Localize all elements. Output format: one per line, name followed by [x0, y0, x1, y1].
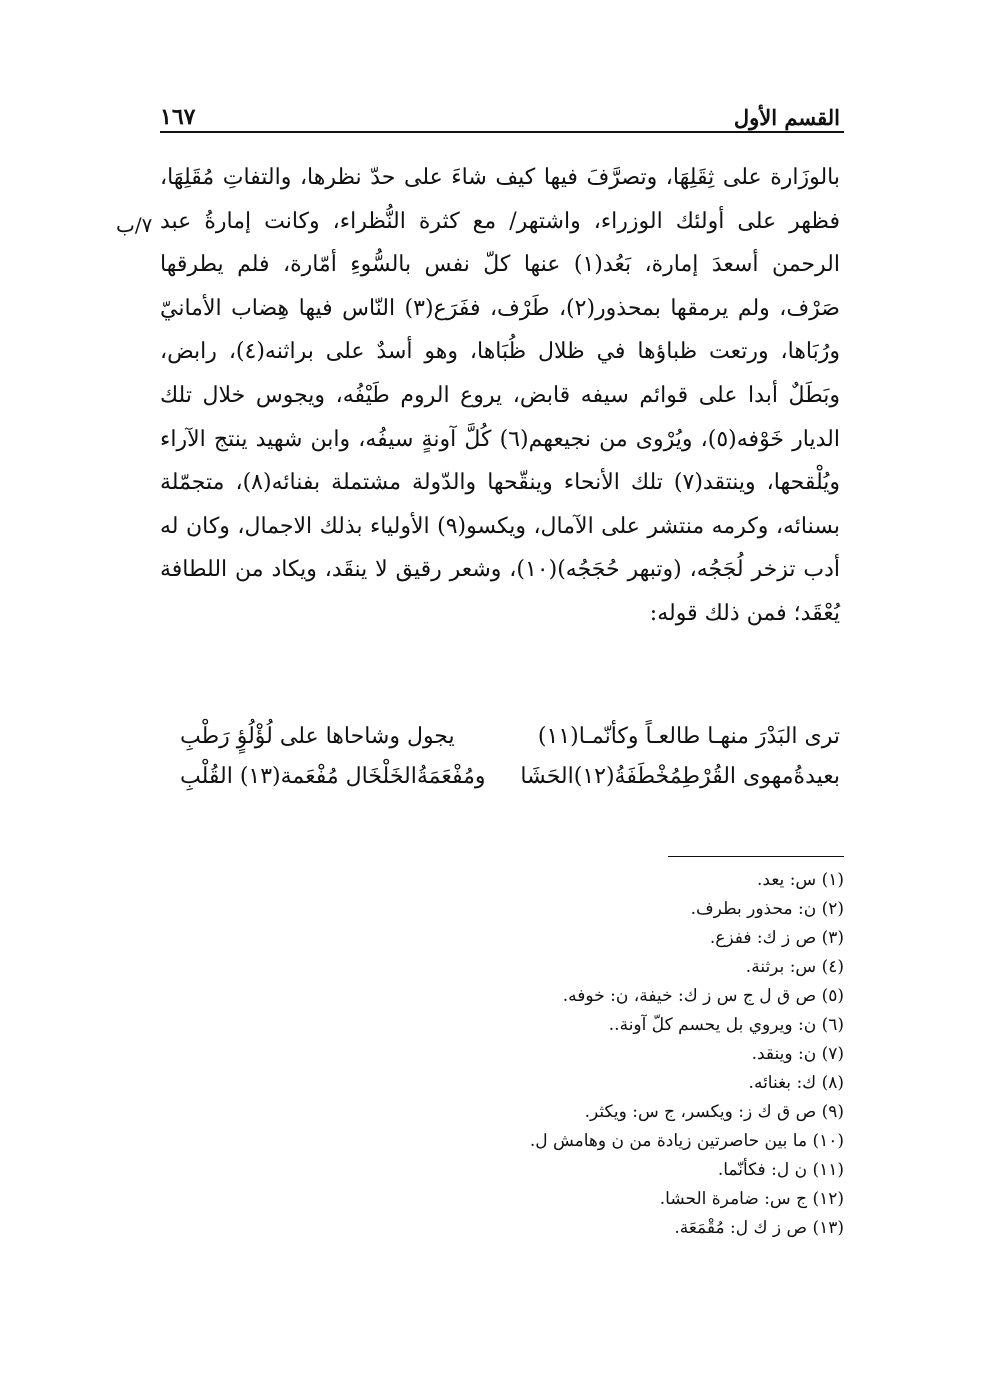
main-paragraph: بالوزَارة على ثِقَلِهَا، وتصرَّفَ فيها كيف شاءَ على حدّ نظرها، والتفاتِ مُقَلِهَا، فظهر على أولئك الوزراء، واشتهر/ مع كثرة النُّظراء، وكانت إمارةُ عبد الرحمن أسعدَ إمارة، بَعُد(١) عنها كلّ نفس بالسُّوءِ أمّارة، فلم يطرقها صَرْف، ولم يرمقها بمحذور(٢)، طَرْف، ففَرَع(٣) النّاس فيها هِضاب الأمانيّ ورُبَاها، ورتعت ظباؤها في ظلال ظُبَاها، وهو أسدٌ على براثنه(٤)، رابض، وبَطَلٌ أبدا على قوائم سيفه قابض، يروع الروم طَيْفُه، ويجوس خلال تلك الديار خَوْفه(٥)، ويُرْوى من نجيعهم(٦) كُلَّ آونةٍ سيفُه، وابن شهيد ينتج الآراء ويُلْقحها، وينتقد(٧) تلك الأنحاء وينقّحها والدّولة مشتملة بفنائه(٨)، متجمّلة بسنائه، وكرمه منتشر على الآمال، ويكسو(٩) الأولياء بذلك الاجمال، وكان له أدب تزخر لُجَجُه، (وتبهر حُجَجُه)(١٠)، وشعر رقيق لا ينقَد، ويكاد من اللطافة يُعْقَد؛ فمن ذلك قوله: — [160, 165, 841, 626]
poem-verse — [180, 717, 840, 757]
main-text — [160, 156, 840, 636]
footnote: (٣) ص ز ك: ففزع. — [709, 928, 844, 948]
margin-folio-reference: ٧/ب — [116, 213, 153, 237]
footnote: (٧) ن: وينقد. — [751, 1044, 844, 1064]
verse-second-hemistich: يجول وشاحاها على لُؤْلُؤٍ رَطْبِ — [180, 724, 455, 749]
footnote: (٨) ك: بغنائه. — [748, 1073, 844, 1093]
footnotes — [144, 866, 844, 1243]
footnote: (٩) ص ق ك ز: ويكسر، ج س: ويكثر. — [584, 1102, 844, 1122]
page-header — [160, 90, 840, 130]
header-rule — [160, 131, 844, 133]
footnote: (٦) ن: ويروي بل يحسم كلّ آونة.. — [608, 1015, 844, 1035]
footnote: (١٠) ما بين حاصرتين زيادة من ن وهامش ل. — [529, 1131, 844, 1151]
footnote: (١) س: يعد. — [757, 870, 844, 890]
poem-verse — [180, 757, 840, 797]
footnote: (١١) ن ل: فكأنّما. — [717, 1160, 844, 1180]
page-number: ١٦٧ — [160, 104, 196, 130]
verse-first-hemistich: ترى البَدْرَ منهـا طالعـاً وكأنّمـا(١١) — [537, 724, 840, 749]
poem — [180, 717, 840, 797]
verse-second-hemistich: ومُفْعَمَةُالخَلْخَال مُفْعَمة(١٣) القُلْبِ — [180, 764, 486, 789]
footnote-separator — [668, 856, 844, 857]
footnote: (١٢) ج س: ضامرة الحشا. — [659, 1189, 844, 1209]
footnote: (٤) س: برثنة. — [745, 957, 844, 977]
footnote: (٥) ص ق ل ج س ز ك: خيفة، ن: خوفه. — [562, 986, 844, 1006]
footnote: (٢) ن: محذور بطرف. — [690, 899, 844, 919]
section-title: القسم الأول — [733, 105, 840, 130]
footnote: (١٣) ص ز ك ل: مُقْمَعَة. — [674, 1218, 844, 1238]
verse-first-hemistich: بعيدةُمهوى القُرْطِمُخْطَفَةُ(١٢)الحَشَا — [520, 764, 840, 789]
